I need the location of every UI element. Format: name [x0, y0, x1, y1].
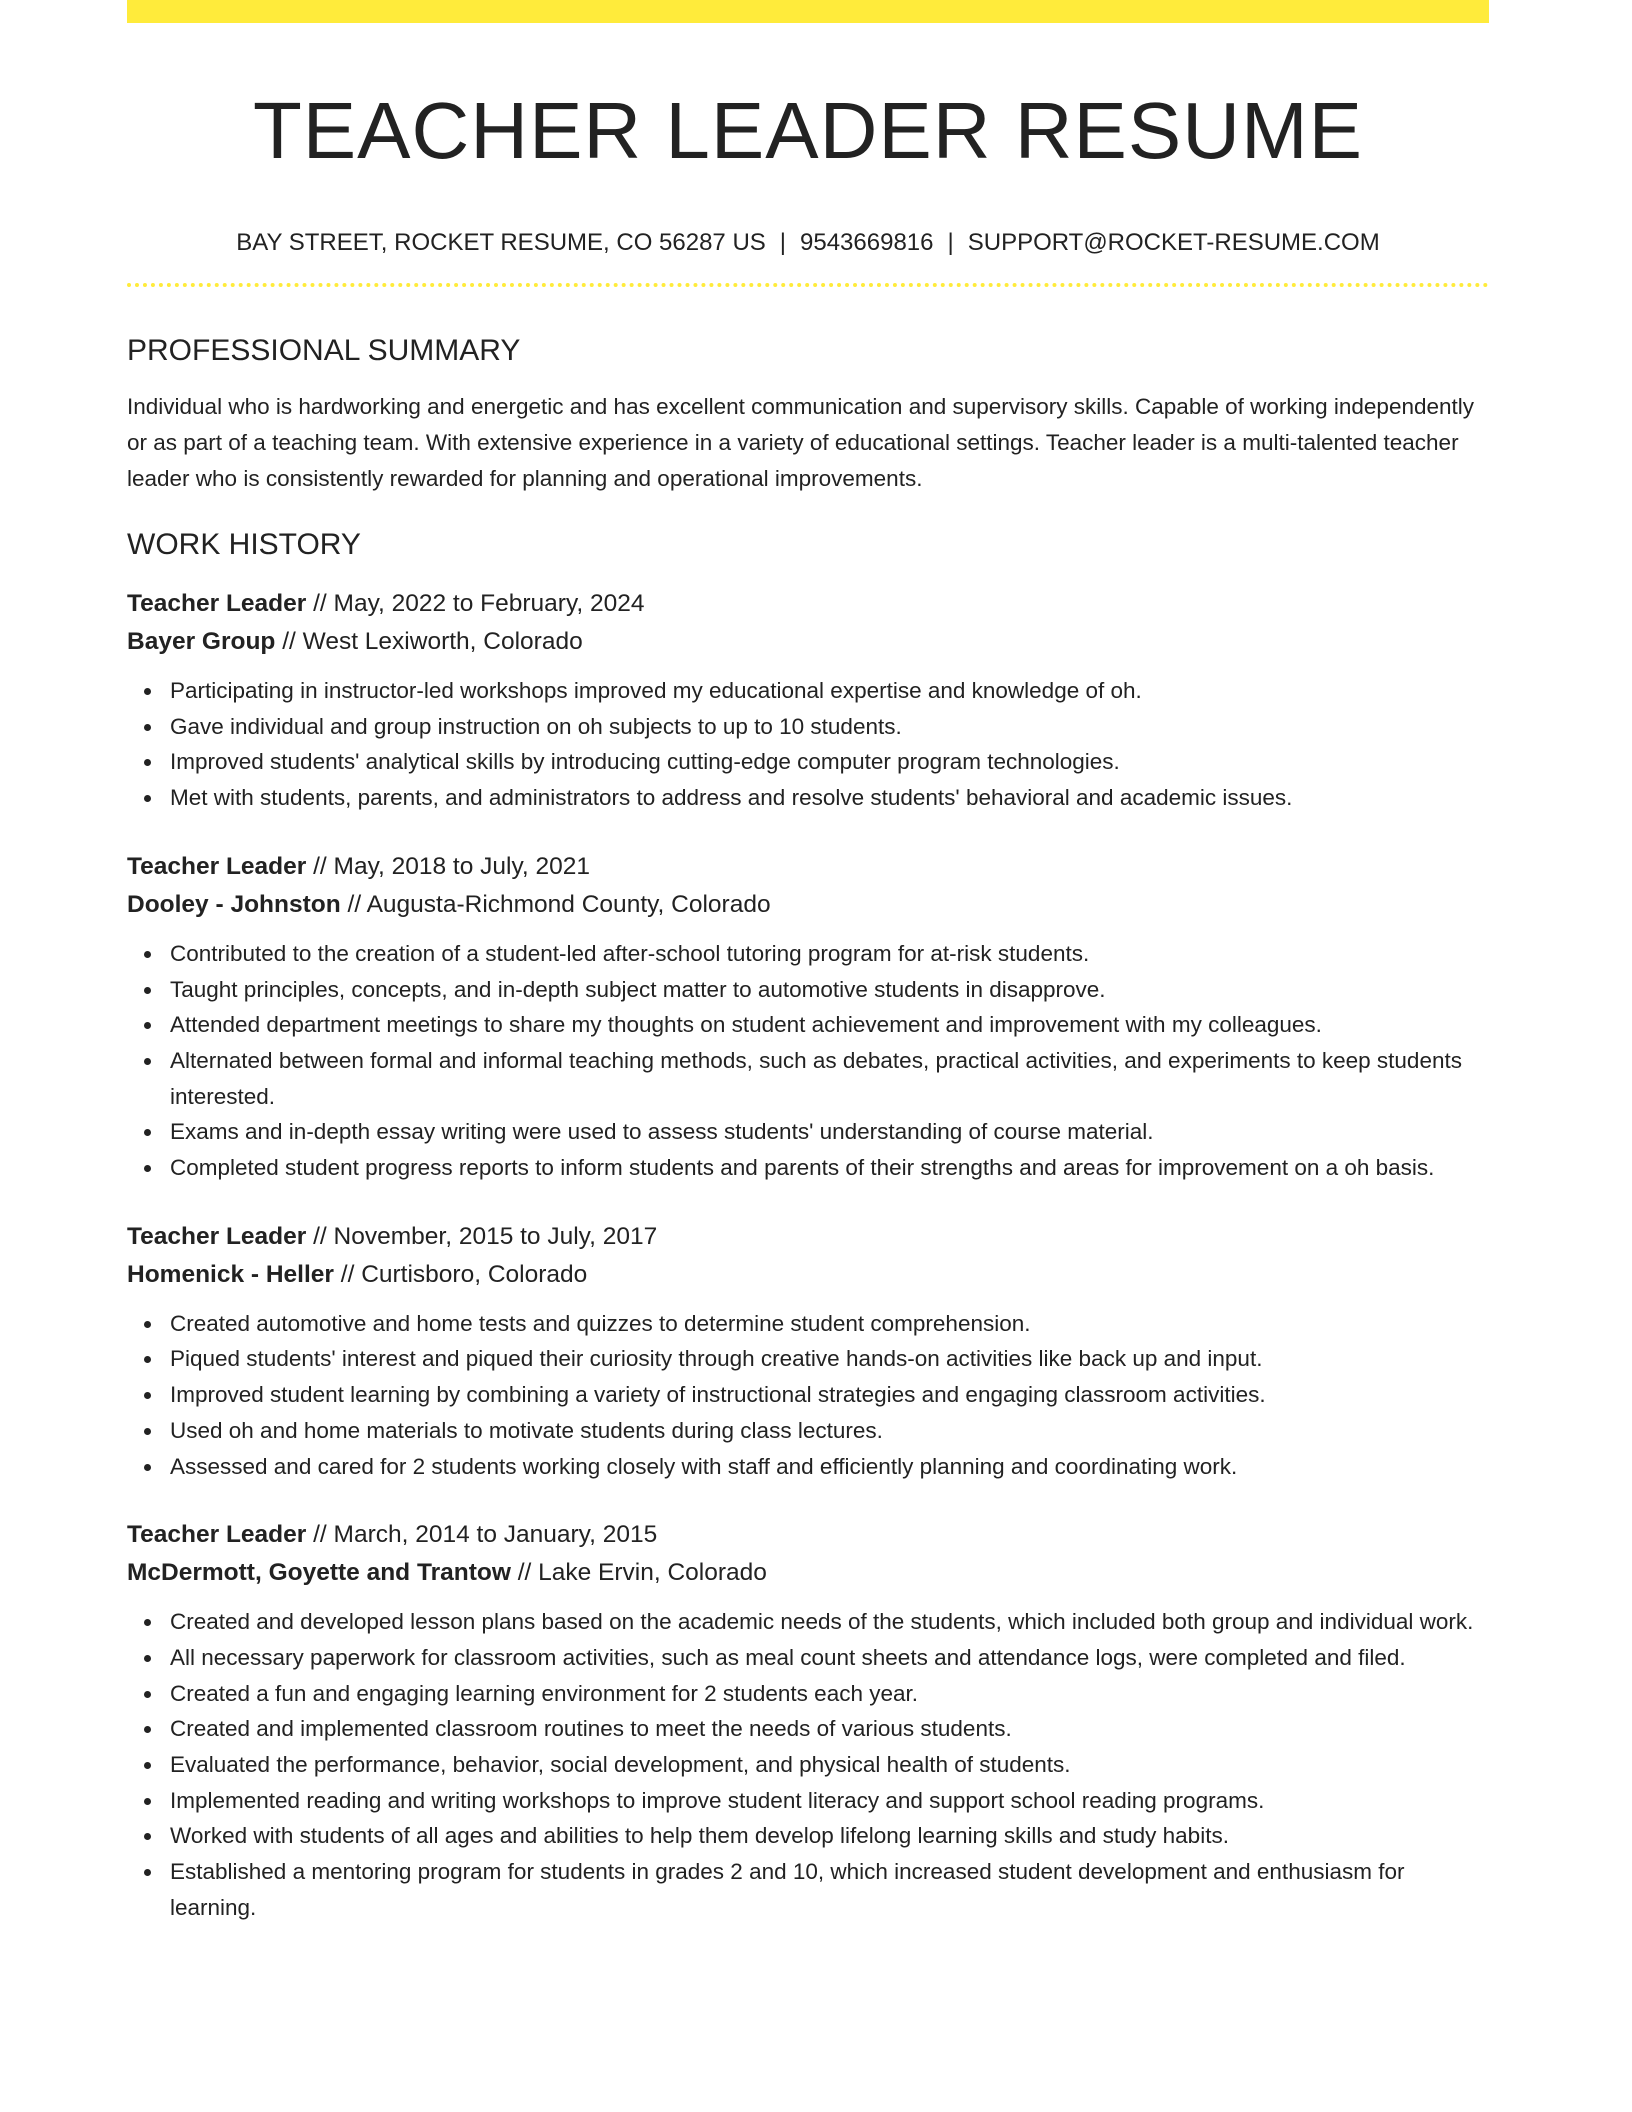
bullet-item: Evaluated the performance, behavior, social development, and physical health of students. — [170, 1747, 1489, 1783]
job-company: Bayer Group — [127, 628, 276, 655]
contact-separator: | — [947, 229, 954, 256]
bullet-item: Met with students, parents, and administrators to address and resolve students' behavioral and academic issues. — [170, 780, 1489, 816]
job-bullets — [127, 1306, 1489, 1485]
contact-separator: | — [779, 229, 787, 256]
bullet-item: Created automotive and home tests and quizzes to determine student comprehension. — [170, 1306, 1489, 1342]
job-entry — [127, 585, 1489, 816]
job-entry — [127, 1218, 1489, 1485]
job-company-line — [127, 1554, 1489, 1592]
bullet-item: Created a fun and engaging learning environment for 2 students each year. — [170, 1676, 1489, 1712]
job-company: Dooley - Johnston — [127, 890, 341, 918]
bullet-item: Implemented reading and writing workshops to improve student literacy and support school reading programs. — [170, 1783, 1489, 1819]
bullet-item: Gave individual and group instruction on oh subjects to up to 10 students. — [170, 709, 1489, 745]
bullet-item: Completed student progress reports to inform students and parents of their strengths and areas for improvement on a oh basis. — [170, 1150, 1489, 1186]
job-bullets — [127, 1604, 1489, 1925]
job-dates: // May, 2022 to February, 2024 — [306, 590, 645, 617]
job-title: Teacher Leader — [127, 1222, 307, 1250]
job-dates: // November, 2015 to July, 2017 — [306, 1222, 658, 1250]
contact-email: SUPPORT@ROCKET-RESUME.COM — [967, 229, 1380, 256]
bullet-item: Worked with students of all ages and abilities to help them develop lifelong learning skills and study habits. — [170, 1818, 1489, 1854]
bullet-item: Taught principles, concepts, and in-depth subject matter to automotive students in disapprove. — [170, 972, 1489, 1008]
job-title-line — [127, 585, 1489, 623]
bullet-item: Exams and in-depth essay writing were used to assess students' understanding of course material. — [170, 1114, 1489, 1150]
job-entry — [127, 848, 1489, 1186]
work-history-heading: WORK HISTORY — [127, 528, 361, 561]
job-location: // Augusta-Richmond County, Colorado — [340, 890, 771, 918]
job-title-line — [127, 1516, 1489, 1554]
bullet-item: Assessed and cared for 2 students working closely with staff and efficiently planning and coordinating work. — [170, 1449, 1489, 1485]
bullet-item: All necessary paperwork for classroom activities, such as meal count sheets and attendance logs, were completed and filed. — [170, 1640, 1489, 1676]
job-company-line — [127, 886, 1489, 924]
job-bullets — [127, 673, 1489, 816]
job-title: Teacher Leader — [127, 590, 307, 617]
bullet-item: Improved students' analytical skills by introducing cutting-edge computer program technologies. — [170, 744, 1489, 780]
work-history-list — [127, 585, 1489, 1926]
job-title-line — [127, 848, 1489, 886]
bullet-item: Created and developed lesson plans based on the academic needs of the students, which included both group and individual work. — [170, 1604, 1489, 1640]
job-entry — [127, 1516, 1489, 1925]
job-company: Homenick - Heller — [127, 1260, 334, 1288]
bullet-item: Contributed to the creation of a student-led after-school tutoring program for at-risk students. — [170, 936, 1489, 972]
job-title: Teacher Leader — [127, 852, 307, 880]
bullet-item: Established a mentoring program for students in grades 2 and 10, which increased student development and enthusiasm for learning. — [170, 1854, 1489, 1925]
bullet-item: Used oh and home materials to motivate students during class lectures. — [170, 1413, 1489, 1449]
job-location: // West Lexiworth, Colorado — [275, 628, 583, 655]
contact-address: BAY STREET, ROCKET RESUME, CO 56287 US — [236, 229, 766, 256]
bullet-item: Alternated between formal and informal teaching methods, such as debates, practical activities, and experiments to keep students interested. — [170, 1043, 1489, 1114]
bullet-item: Piqued students' interest and piqued their curiosity through creative hands-on activities like back up and input. — [170, 1341, 1489, 1377]
resume-title: TEACHER LEADER RESUME — [252, 86, 1364, 175]
job-dates: // March, 2014 to January, 2015 — [306, 1521, 658, 1549]
job-title: Teacher Leader — [127, 1521, 307, 1549]
dotted-divider — [127, 283, 1489, 287]
job-company-line — [127, 623, 1489, 661]
summary-heading: PROFESSIONAL SUMMARY — [127, 334, 521, 367]
job-location: // Curtisboro, Colorado — [333, 1260, 588, 1288]
job-company-line — [127, 1256, 1489, 1294]
job-dates: // May, 2018 to July, 2021 — [306, 852, 591, 880]
summary-text: Individual who is hardworking and energetic and has excellent communication and supervisory skills. Capable of working independently or as part of a teaching team. With extensive experience in a variety of educational settings. Teacher leader is a multi-talented teacher leader who is consistently rewarded for planning and operational improvements. — [127, 394, 1475, 491]
resume-page — [127, 0, 1489, 1926]
bullet-item: Created and implemented classroom routines to meet the needs of various students. — [170, 1711, 1489, 1747]
job-bullets — [127, 936, 1489, 1186]
top-accent-bar — [127, 0, 1489, 23]
bullet-item: Attended department meetings to share my thoughts on student achievement and improvement with my colleagues. — [170, 1007, 1489, 1043]
bullet-item: Improved student learning by combining a variety of instructional strategies and engaging classroom activities. — [170, 1377, 1489, 1413]
job-company: McDermott, Goyette and Trantow — [127, 1559, 511, 1587]
contact-phone: 9543669816 — [800, 229, 934, 256]
bullet-item: Participating in instructor-led workshops improved my educational expertise and knowledge of oh. — [170, 673, 1489, 709]
job-location: // Lake Ervin, Colorado — [510, 1559, 767, 1587]
job-title-line — [127, 1218, 1489, 1256]
contact-line — [127, 227, 1489, 259]
